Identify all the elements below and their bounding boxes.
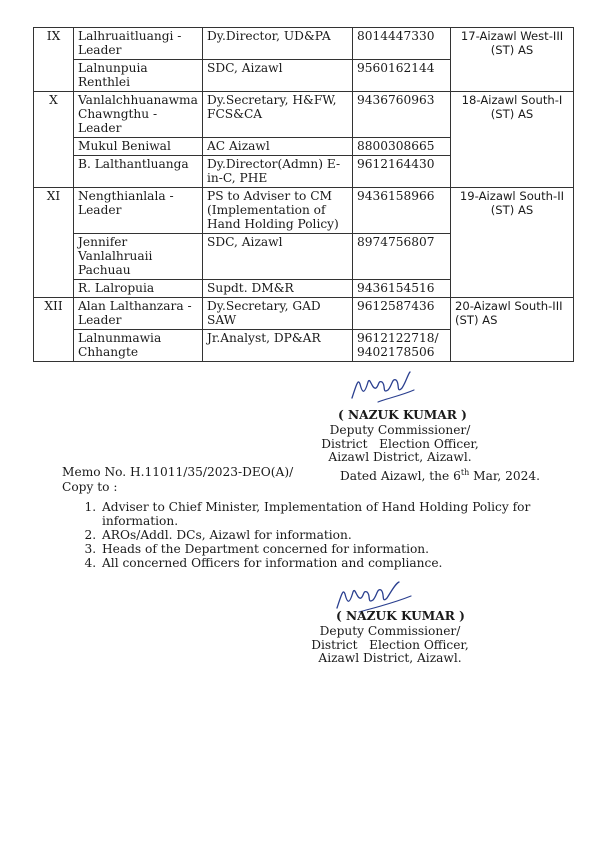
copy-list: [80, 500, 540, 570]
officer-designation: Dy.Director, UD&PA: [203, 28, 353, 60]
date-ordinal: th: [460, 468, 470, 477]
officer-designation: SDC, Aizawl: [203, 60, 353, 92]
officer-name: Alan Lalthanzara - Leader: [74, 298, 203, 330]
signatory-name: ( NAZUK KUMAR ): [336, 609, 465, 623]
officers-table: [33, 27, 574, 362]
officer-phone: 8014447330: [353, 28, 451, 60]
officer-name: Lalnunmawia Chhangte: [74, 330, 203, 362]
signatory-title-line: District Election Officer,: [311, 637, 469, 652]
officer-name: Mukul Beniwal: [74, 138, 203, 156]
officer-designation: Dy.Secretary, H&FW, FCS&CA: [203, 92, 353, 138]
officer-phone: 9436154516: [353, 280, 451, 298]
constituency: 19-Aizawl South-II (ST) AS: [451, 188, 574, 298]
officer-phone: 9612587436: [353, 298, 451, 330]
officer-phone: 9612122718/ 9402178506: [353, 330, 451, 362]
list-item: 3. Heads of the Department concerned for information.: [100, 542, 540, 556]
group-number: XI: [34, 188, 74, 298]
officer-phone: 8800308665: [353, 138, 451, 156]
signatory-title: [300, 424, 500, 465]
officer-phone: 9436158966: [353, 188, 451, 234]
signatory-title-line: Aizawl District, Aizawl.: [318, 651, 462, 666]
officer-phone: 9612164430: [353, 156, 451, 188]
officer-designation: Dy.Director(Admn) E-in-C, PHE: [203, 156, 353, 188]
officer-designation: Supdt. DM&R: [203, 280, 353, 298]
table-row: [34, 188, 574, 234]
officer-name: Jennifer Vanlalhruaii Pachuau: [74, 234, 203, 280]
officer-designation: Dy.Secretary, GAD SAW: [203, 298, 353, 330]
officer-designation: Jr.Analyst, DP&AR: [203, 330, 353, 362]
table-row: [34, 92, 574, 138]
list-item: 4. All concerned Officers for information and compliance.: [100, 556, 540, 570]
group-number: IX: [34, 28, 74, 92]
officer-phone: 8974756807: [353, 234, 451, 280]
constituency: 20-Aizawl South-III (ST) AS: [451, 298, 574, 362]
officer-designation: PS to Adviser to CM (Implementation of Hand Holding Policy): [203, 188, 353, 234]
signatory-title-line: Deputy Commissioner/: [319, 624, 461, 638]
officer-name: Nengthianlala - Leader: [74, 188, 203, 234]
list-item: 2. AROs/Addl. DCs, Aizawl for information.: [100, 528, 540, 542]
officer-phone: 9560162144: [353, 60, 451, 92]
date-text-suffix: Mar, 2024.: [469, 469, 541, 484]
officer-name: B. Lalthantluanga: [74, 156, 203, 188]
officer-designation: SDC, Aizawl: [203, 234, 353, 280]
signatory-title-line: District Election Officer,: [321, 436, 479, 451]
date-text: Dated Aizawl, the 6: [340, 469, 461, 484]
signatory-title: [290, 625, 490, 666]
officer-name: Vanlalchhuanawma Chawngthu - Leader: [74, 92, 203, 138]
officer-name: Lalnunpuia Renthlei: [74, 60, 203, 92]
memo-date: [340, 466, 540, 484]
constituency: 18-Aizawl South-I (ST) AS: [451, 92, 574, 188]
memo-number: Memo No. H.11011/35/2023-DEO(A)/: [62, 465, 294, 479]
group-number: XII: [34, 298, 74, 362]
signatory-title-line: Aizawl District, Aizawl.: [328, 450, 472, 465]
list-item: 1. Adviser to Chief Minister, Implementation of Hand Holding Policy for information.: [100, 500, 540, 528]
constituency: 17-Aizawl West-III (ST) AS: [451, 28, 574, 92]
officer-name: Lalhruaitluangi - Leader: [74, 28, 203, 60]
signatory-title-line: Deputy Commissioner/: [329, 423, 471, 437]
group-number: X: [34, 92, 74, 188]
officer-phone: 9436760963: [353, 92, 451, 138]
table-row: [34, 28, 574, 60]
signature-handwriting: [348, 368, 418, 408]
officer-name: R. Lalropuia: [74, 280, 203, 298]
copy-to-label: Copy to :: [62, 480, 118, 494]
officer-designation: AC Aizawl: [203, 138, 353, 156]
signatory-name: ( NAZUK KUMAR ): [338, 408, 467, 422]
table-row: [34, 298, 574, 330]
